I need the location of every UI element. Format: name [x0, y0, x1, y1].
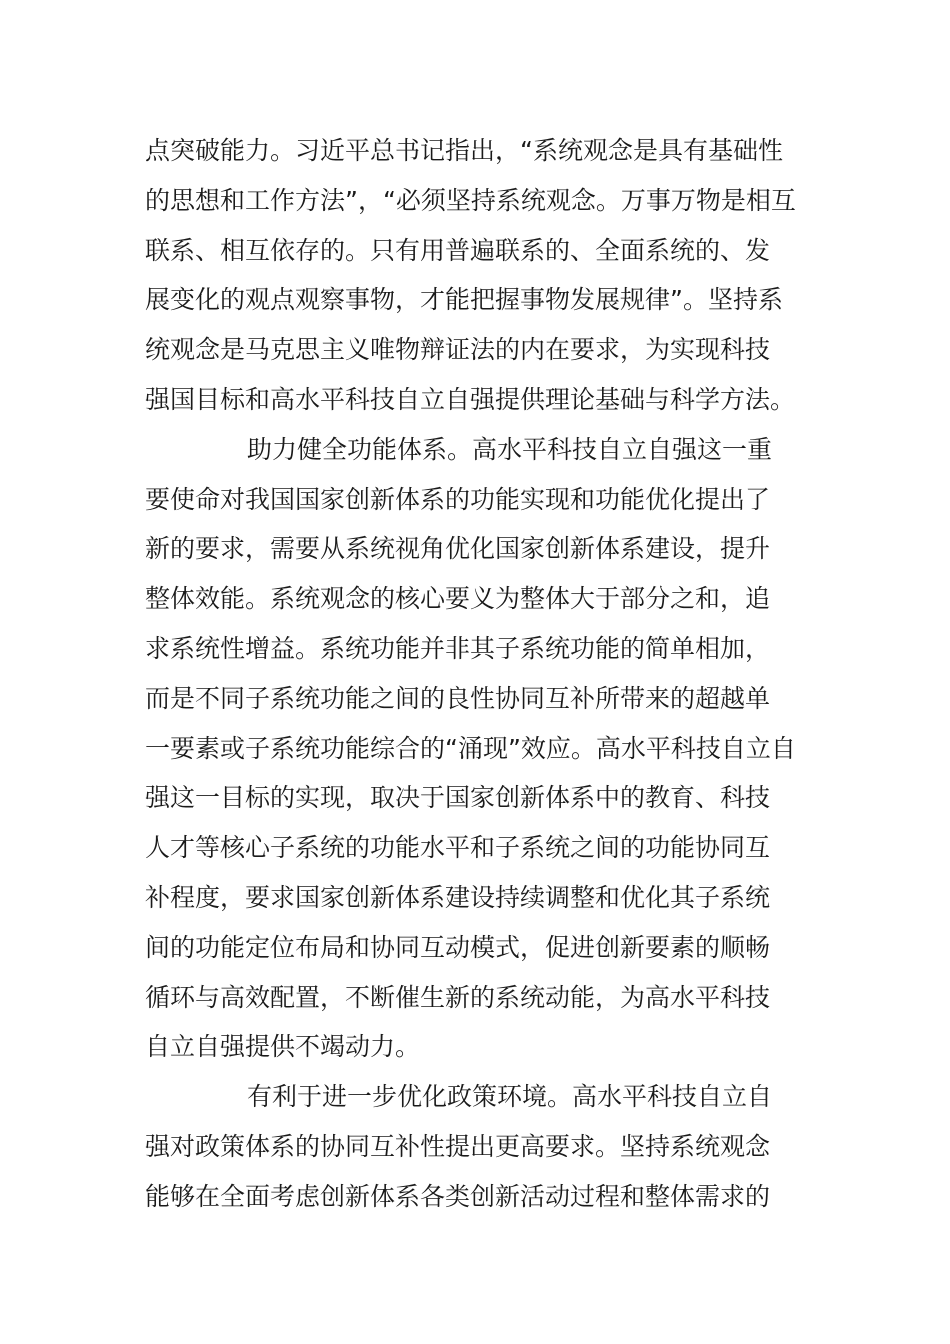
text-line: 展变化的观点观察事物，才能把握事物发展规律”。坚持系 — [145, 285, 783, 315]
text-line: 人才等核心子系统的功能水平和子系统之间的功能协同互 — [145, 833, 771, 863]
text-line-indented: 助力健全功能体系。高水平科技自立自强这一重 — [247, 434, 773, 464]
text-line: 补程度，要求国家创新体系建设持续调整和优化其子系统 — [145, 882, 771, 912]
text-line: 新的要求，需要从系统视角优化国家创新体系建设，提升 — [145, 534, 771, 564]
text-line: 整体效能。系统观念的核心要义为整体大于部分之和，追 — [145, 584, 771, 614]
text-line: 强这一目标的实现，取决于国家创新体系中的教育、科技 — [145, 783, 771, 813]
text-line: 间的功能定位布局和协同互动模式，促进创新要素的顺畅 — [145, 932, 771, 962]
text-line: 要使命对我国国家创新体系的功能实现和功能优化提出了 — [145, 484, 771, 514]
text-line: 联系、相互依存的。只有用普遍联系的、全面系统的、发 — [145, 235, 771, 265]
text-line: 强对政策体系的协同互补性提出更高要求。坚持系统观念 — [145, 1131, 771, 1161]
paragraph-1 — [145, 126, 810, 425]
document-page — [145, 126, 810, 1222]
text-line: 能够在全面考虑创新体系各类创新活动过程和整体需求的 — [145, 1181, 771, 1211]
text-line: 一要素或子系统功能综合的“涌现”效应。高水平科技自立自 — [145, 733, 796, 763]
text-line-indented: 有利于进一步优化政策环境。高水平科技自立自 — [247, 1082, 773, 1112]
text-line: 自立自强提供不竭动力。 — [145, 1032, 421, 1062]
paragraph-3 — [145, 1072, 810, 1221]
text-line: 而是不同子系统功能之间的良性协同互补所带来的超越单 — [145, 683, 771, 713]
text-line: 的思想和工作方法”，“必须坚持系统观念。万事万物是相互 — [145, 185, 796, 215]
text-line: 求系统性增益。系统功能并非其子系统功能的简单相加， — [145, 633, 771, 663]
text-line: 循环与高效配置，不断催生新的系统动能，为高水平科技 — [145, 982, 771, 1012]
text-line: 强国目标和高水平科技自立自强提供理论基础与科学方法。 — [145, 384, 796, 414]
text-line: 统观念是马克思主义唯物辩证法的内在要求，为实现科技 — [145, 335, 771, 365]
text-line: 点突破能力。习近平总书记指出，“系统观念是具有基础性 — [145, 136, 783, 165]
paragraph-2 — [145, 425, 810, 1072]
